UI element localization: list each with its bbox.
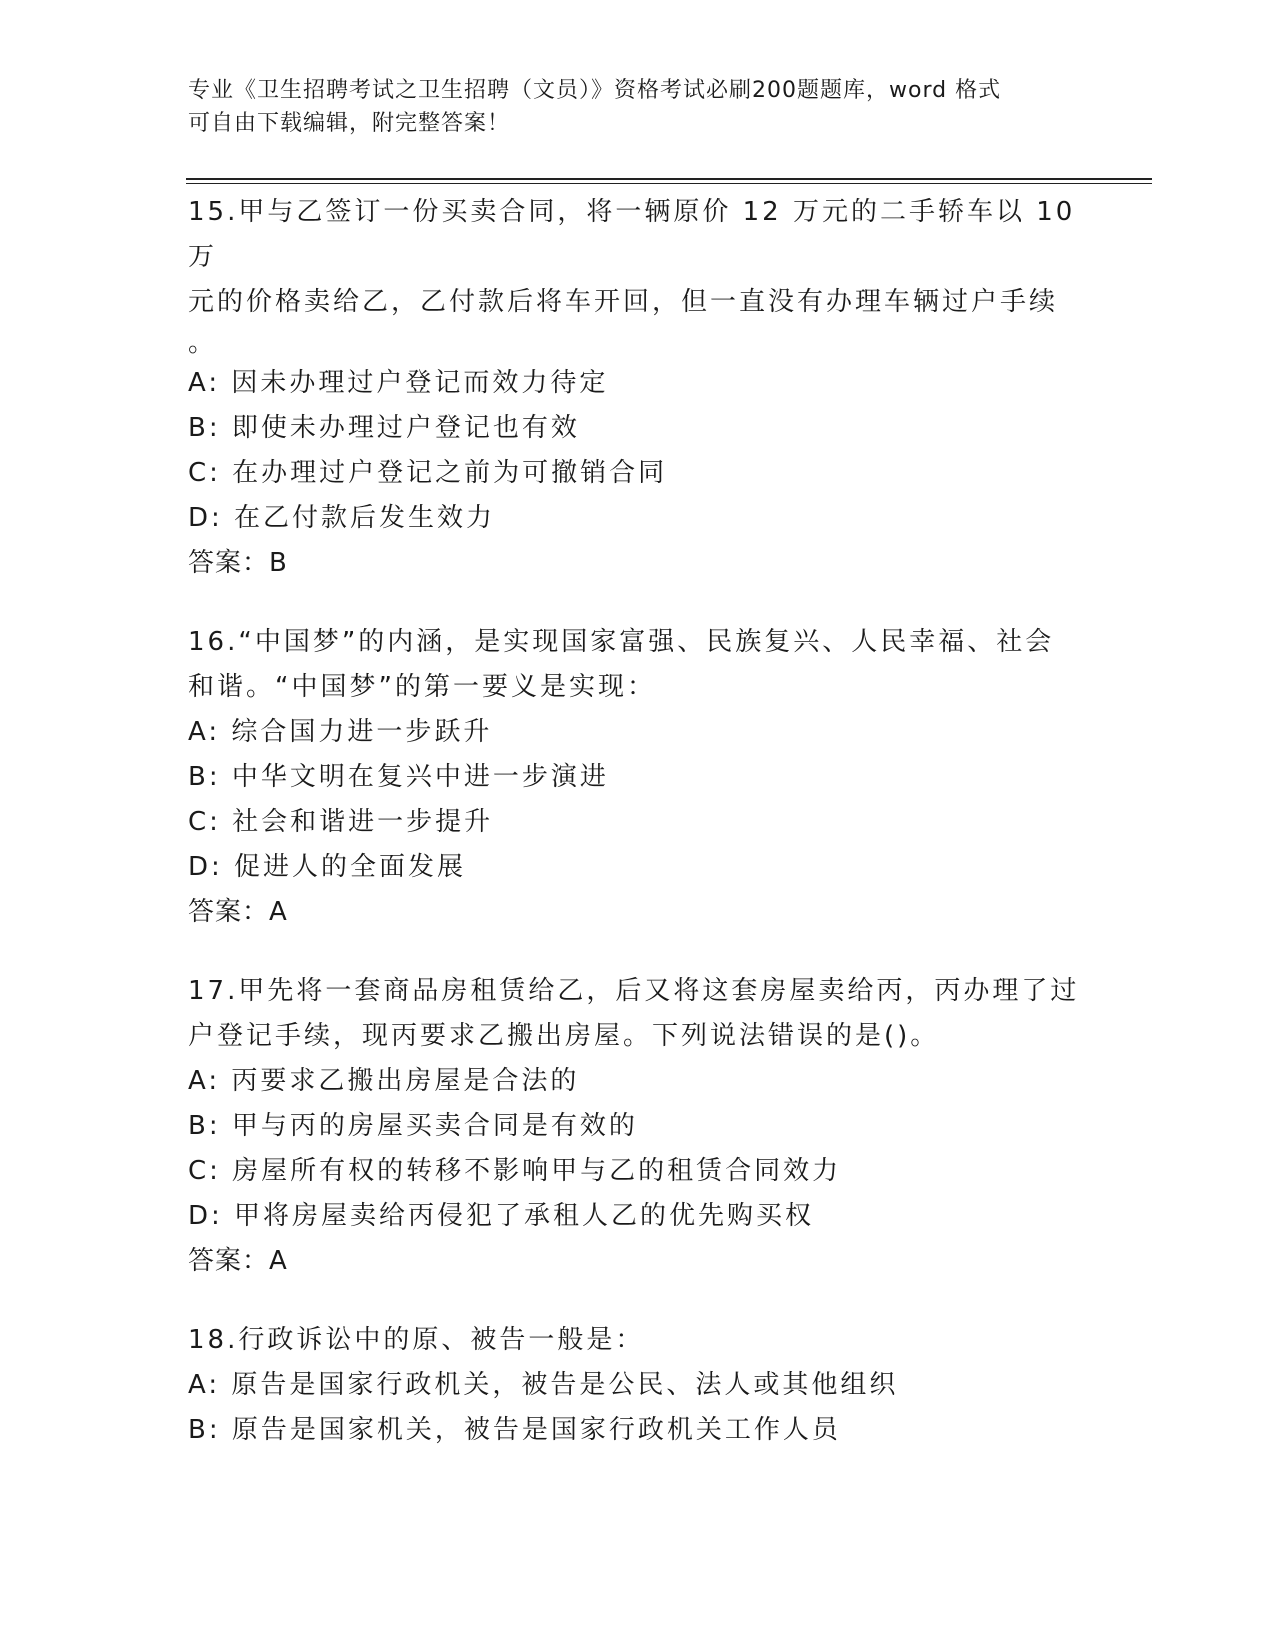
document-header: [188, 74, 1068, 140]
option-c: C: 在办理过户登记之前为可撤销合同: [188, 458, 668, 488]
question-18: [188, 1318, 1088, 1453]
question-stem-line: 和谐。“中国梦”的第一要义是实现：: [188, 672, 656, 702]
answer-line: 答案：A: [188, 897, 288, 927]
question-17: [188, 969, 1088, 1284]
question-stem-line: 户登记手续，现丙要求乙搬出房屋。下列说法错误的是()。: [188, 1021, 940, 1051]
option-a: A: 丙要求乙搬出房屋是合法的: [188, 1066, 580, 1096]
header-line-1: 专业《卫生招聘考试之卫生招聘（文员）》资格考试必刷200题题库，word 格式: [188, 78, 1002, 103]
question-list: [188, 190, 1088, 1487]
answer-line: 答案：A: [188, 1246, 288, 1276]
option-d: D: 促进人的全面发展: [188, 852, 467, 882]
option-b: B: 甲与丙的房屋买卖合同是有效的: [188, 1111, 638, 1141]
question-stem-line: 15.甲与乙签订一份买卖合同，将一辆原价 12 万元的二手轿车以 10 万: [188, 197, 1076, 272]
option-b: B: 即使未办理过户登记也有效: [188, 413, 580, 443]
option-d: D: 甲将房屋卖给丙侵犯了承租人乙的优先购买权: [188, 1201, 815, 1231]
answer-line: 答案：B: [188, 548, 288, 578]
question-stem-line: 18.行政诉讼中的原、被告一般是：: [188, 1325, 645, 1355]
question-16: [188, 620, 1088, 935]
option-b: B: 中华文明在复兴中进一步演进: [188, 762, 609, 792]
header-divider-thin: [186, 183, 1152, 184]
question-stem-line: 16.“中国梦”的内涵，是实现国家富强、民族复兴、人民幸福、社会: [188, 627, 1055, 657]
option-a: A: 综合国力进一步跃升: [188, 717, 493, 747]
option-b: B: 原告是国家机关，被告是国家行政机关工作人员: [188, 1415, 841, 1445]
option-a: A: 原告是国家行政机关，被告是公民、法人或其他组织: [188, 1370, 899, 1400]
option-c: C: 房屋所有权的转移不影响甲与乙的租赁合同效力: [188, 1156, 842, 1186]
header-line-2: 可自由下载编辑，附完整答案！: [188, 111, 511, 136]
option-d: D: 在乙付款后发生效力: [188, 503, 496, 533]
option-c: C: 社会和谐进一步提升: [188, 807, 494, 837]
question-stem-line: 。: [188, 328, 215, 358]
question-stem-line: 17.甲先将一套商品房租赁给乙，后又将这套房屋卖给丙，丙办理了过: [188, 976, 1080, 1006]
question-stem-line: 元的价格卖给乙，乙付款后将车开回，但一直没有办理车辆过户手续: [188, 287, 1059, 317]
option-a: A: 因未办理过户登记而效力待定: [188, 368, 609, 398]
header-divider-thick: [186, 178, 1152, 180]
question-15: [188, 190, 1088, 586]
